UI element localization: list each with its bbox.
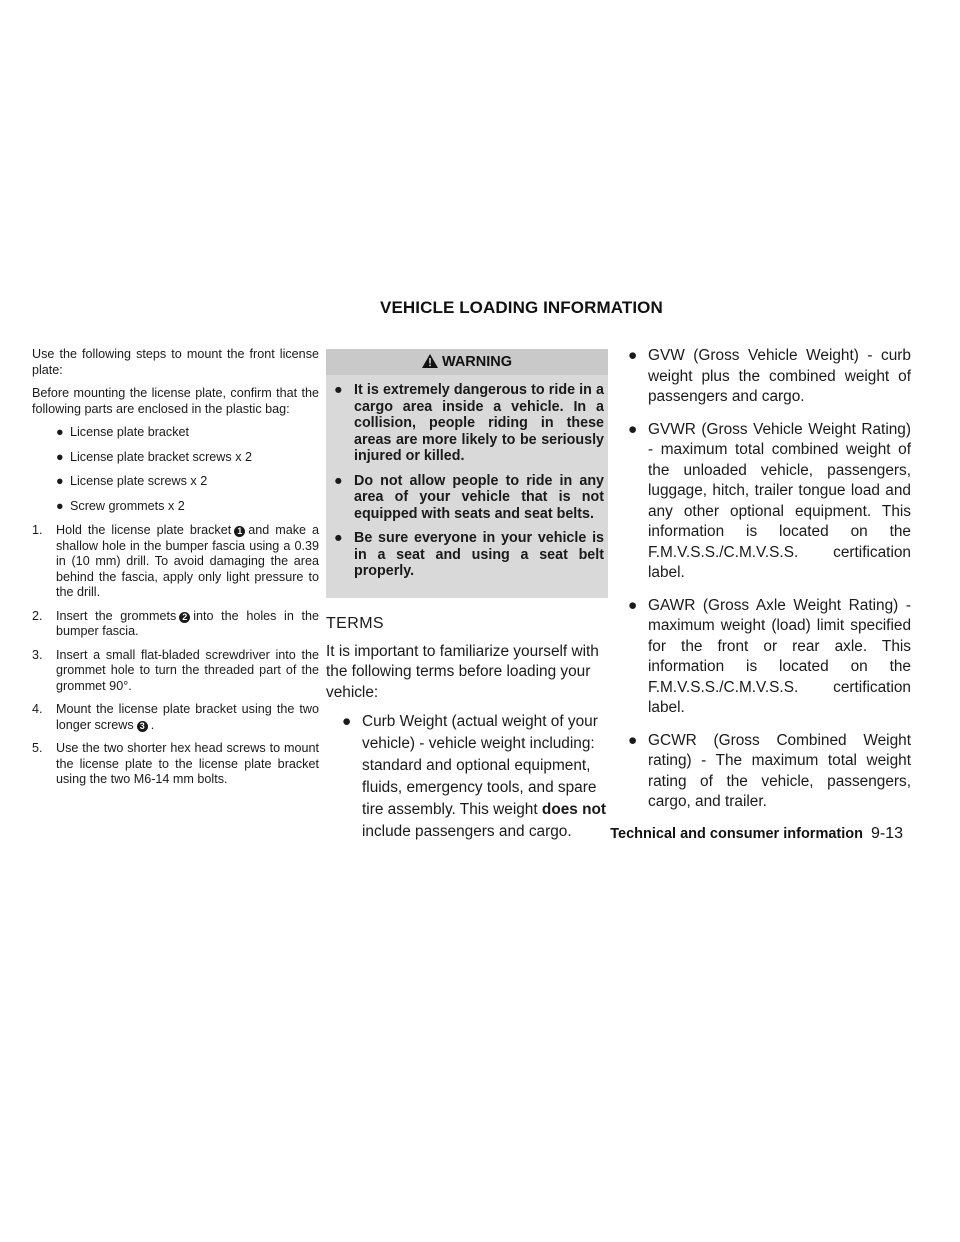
bullet-icon: ●	[56, 425, 64, 439]
bullet-icon: ●	[334, 472, 343, 489]
warning-item	[326, 530, 608, 580]
step-text: .	[150, 717, 155, 732]
bullet-icon: ●	[628, 731, 638, 749]
list-item	[32, 499, 319, 515]
license-plate-column	[32, 347, 319, 796]
step-item	[32, 648, 319, 695]
bullet-icon: ●	[56, 498, 64, 513]
bullet-icon: ●	[56, 474, 64, 488]
term-emphasis: does not	[541, 801, 607, 818]
warning-header	[326, 349, 608, 375]
warning-text: It is extremely dangerous to ride in a cargo area inside a vehicle. In a collision, people riding in these areas are more likely to be seriously injured or killed.	[354, 382, 604, 464]
callout-2-icon: 2	[179, 612, 190, 623]
warning-text: Be sure everyone in your vehicle is in a seat and using a seat belt properly.	[354, 530, 604, 579]
footer-section-label: Technical and consumer information	[610, 826, 863, 842]
step-text: Hold the license plate bracket	[56, 523, 232, 537]
term-text: Curb Weight (actual weight of your vehicle) - vehicle weight including: standard and optional equipment, fluids, emergency tools, and spare tire assembly. This weight	[362, 713, 598, 818]
list-item	[32, 450, 319, 466]
step-number: 4.	[32, 702, 43, 716]
bullet-icon: ●	[628, 596, 638, 614]
term-text: GCWR (Gross Combined Weight rating) - The maximum total weight rating of the vehicle, passengers, cargo, and trailer.	[648, 731, 911, 810]
page-number: 9-13	[870, 825, 903, 842]
warning-text: Do not allow people to ride in any area of your vehicle that is not equipped with seats and seat belts.	[354, 472, 604, 522]
callout-1-icon: 1	[234, 526, 245, 537]
warning-terms-column	[326, 349, 608, 843]
step-number: 3.	[32, 647, 43, 662]
bullet-icon: ●	[334, 382, 343, 398]
warning-box	[326, 349, 608, 598]
bullet-icon: ●	[628, 420, 638, 438]
parts-list	[32, 425, 319, 514]
term-item	[628, 420, 911, 584]
step-text: Insert a small flat-bladed screwdriver into the grommet hole to turn the threaded part of the grommet 90°.	[56, 647, 319, 693]
term-text: GAWR (Gross Axle Weight Rating) - maximum weight (load) limit specified for the front or rear axle. This information is located on the F.M.V.S.S./C.M.V.S.S. certification label.	[648, 596, 911, 716]
list-item	[32, 474, 319, 490]
intro-paragraph: Use the following steps to mount the front license plate:	[32, 347, 319, 377]
step-item	[32, 741, 319, 788]
bullet-icon: ●	[342, 713, 352, 730]
term-item	[628, 731, 911, 813]
terms-heading: TERMS	[326, 614, 384, 632]
warning-item	[326, 473, 608, 523]
steps-list	[32, 523, 319, 788]
term-text: GVW (Gross Vehicle Weight) - curb weight plus the combined weight of passengers and cargo.	[648, 347, 911, 405]
terms-list	[326, 711, 608, 843]
warning-list	[326, 382, 608, 580]
terms-continued-column	[628, 346, 911, 825]
terms-list	[628, 346, 911, 813]
warning-triangle-icon	[422, 351, 438, 377]
part-label: Screw grommets x 2	[70, 498, 185, 513]
term-item	[628, 596, 911, 719]
bullet-icon: ●	[628, 347, 638, 364]
list-item	[32, 425, 319, 441]
warning-item	[326, 382, 608, 465]
term-item	[326, 711, 608, 843]
step-item	[32, 609, 319, 640]
step-number: 2.	[32, 608, 43, 623]
bullet-icon: ●	[56, 449, 64, 464]
part-label: License plate screws x 2	[70, 474, 208, 488]
step-number: 5.	[32, 741, 43, 755]
step-number: 1.	[32, 523, 43, 537]
confirm-paragraph: Before mounting the license plate, confirm that the following parts are enclosed in the plastic bag:	[32, 386, 319, 416]
warning-title: WARNING	[441, 354, 513, 370]
part-label: License plate bracket screws x 2	[70, 449, 252, 464]
step-item	[32, 702, 319, 733]
term-text: include passengers and cargo.	[362, 823, 572, 840]
step-text: Insert the grommets	[56, 608, 177, 623]
part-label: License plate bracket	[70, 425, 190, 439]
callout-3-icon: 3	[137, 721, 148, 732]
term-item	[628, 346, 911, 408]
step-text: Use the two shorter hex head screws to mount the license plate to the license plate bracket using the two M6-14 mm bolts.	[56, 741, 319, 786]
section-title: VEHICLE LOADING INFORMATION	[380, 298, 663, 317]
page-footer	[610, 825, 903, 843]
step-text: Mount the license plate bracket using the two longer screws	[56, 702, 319, 732]
step-text: into the holes in the bumper fascia.	[56, 608, 319, 638]
step-item	[32, 523, 319, 601]
step-text: and make a shallow hole in the bumper fascia using a 0.39 in (10 mm) drill. To avoid damaging the area behind the fascia, apply only light pressure to the drill.	[56, 523, 320, 599]
bullet-icon: ●	[334, 530, 343, 546]
term-text: GVWR (Gross Vehicle Weight Rating) - maximum total combined weight of the unloaded vehicle, passengers, luggage, hitch, trailer tongue load and any other optional equipment. This information is located on the F.M.V.S.S./C.M.V.S.S. certification label.	[648, 420, 911, 581]
terms-intro: It is important to familiarize yourself with the following terms before loading your vehicle:	[326, 642, 599, 701]
